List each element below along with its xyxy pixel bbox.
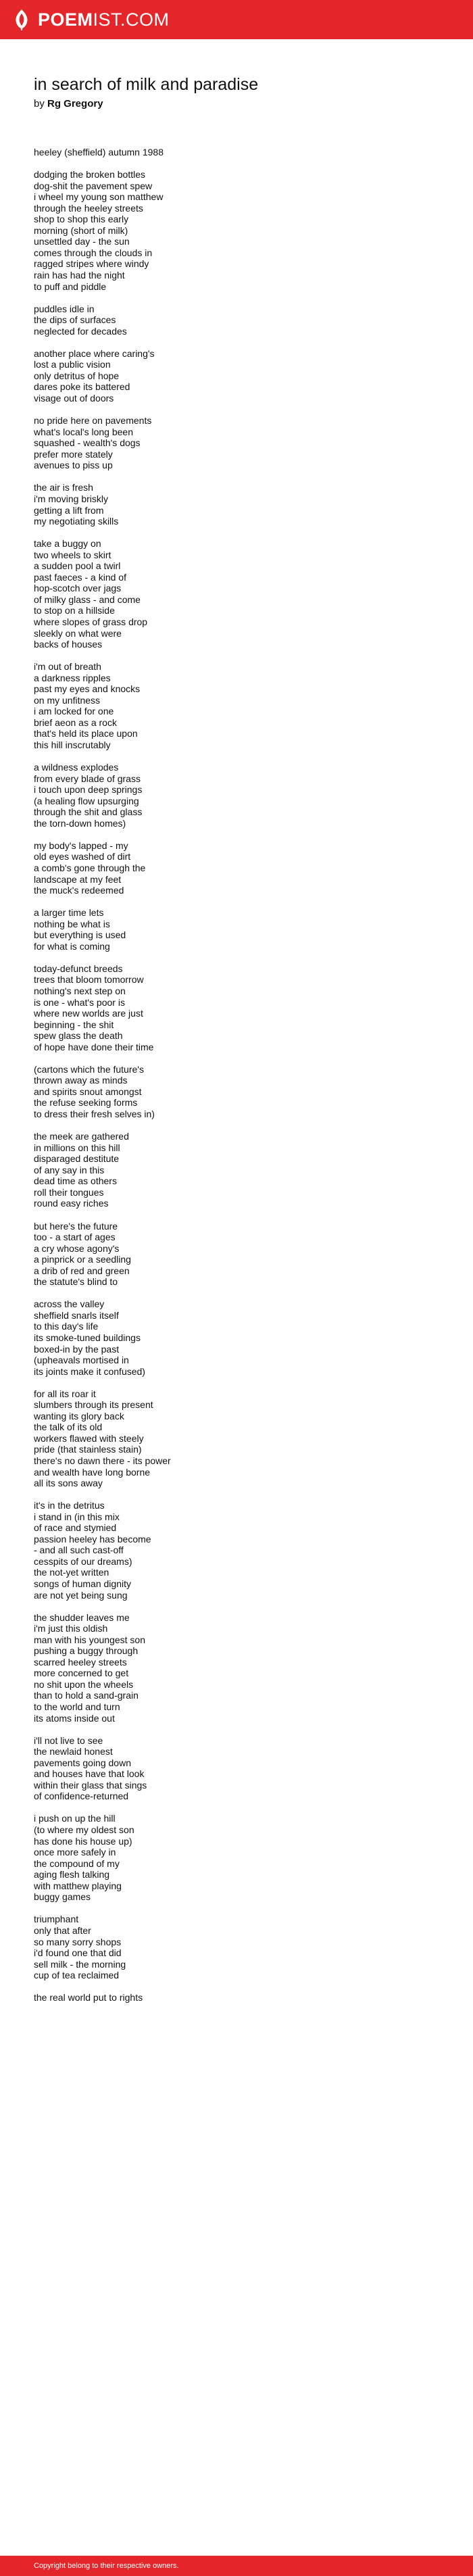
poem-line: but everything is used	[34, 929, 126, 941]
poem-line: for all its roar it	[34, 1388, 96, 1399]
poem-line: a darkness ripples	[34, 672, 111, 683]
poem-line: comes through the clouds in	[34, 247, 153, 258]
poem-line: the newlaid honest	[34, 1746, 113, 1757]
poem-line: that's held its place upon	[34, 728, 138, 739]
poem-line: no pride here on pavements	[34, 415, 152, 427]
poem-line: the meek are gathered	[34, 1131, 129, 1142]
poem-line: the air is fresh	[34, 482, 93, 493]
poem-line: to puff and piddle	[34, 281, 107, 292]
poem-line: its atoms inside out	[34, 1712, 115, 1724]
poem-line: it's in the detritus	[34, 1500, 105, 1511]
poem-line: my negotiating skills	[34, 516, 119, 527]
poem-line: man with his youngest son	[34, 1634, 145, 1645]
poem-stanza	[34, 415, 439, 471]
poem-line: wanting its glory back	[34, 1410, 124, 1421]
poem-line: but here's the future	[34, 1220, 118, 1232]
poem-stanza	[34, 963, 439, 1052]
poem-stanza	[34, 907, 439, 952]
poem-line: getting a lift from	[34, 504, 104, 516]
poem-line: the talk of its old	[34, 1421, 103, 1433]
poem-line: of any say in this	[34, 1164, 105, 1175]
poem-stanza	[34, 840, 439, 896]
poem-line: a comb's gone through the	[34, 862, 146, 873]
poem-line: no shit upon the wheels	[34, 1678, 134, 1690]
logo-text-light: IST.COM	[93, 9, 170, 30]
poem-line: - and all such cast-off	[34, 1545, 124, 1556]
logo-text-bold: POEM	[38, 9, 93, 30]
poem-line: nothing's next step on	[34, 986, 126, 997]
poem-line: prefer more stately	[34, 448, 113, 460]
poem-line: dead time as others	[34, 1175, 117, 1187]
poem-line: this hill inscrutably	[34, 739, 111, 750]
poem-line: i am locked for one	[34, 706, 114, 717]
poem-line: a wildness explodes	[34, 762, 119, 773]
poem-line: pushing a buggy through	[34, 1645, 139, 1657]
poem-stanza	[34, 482, 439, 527]
poem-line: the shudder leaves me	[34, 1611, 130, 1623]
poem-stanza	[34, 1221, 439, 1288]
poem-line: dog-shit the pavement spew	[34, 180, 153, 191]
poem-line: i'd found one that did	[34, 1947, 122, 1959]
poem-line: to stop on a hillside	[34, 605, 115, 616]
poem-stanza	[34, 1500, 439, 1601]
poem-line: the dips of surfaces	[34, 314, 116, 326]
poem-line: and wealth have long borne	[34, 1466, 151, 1478]
poem-line: slumbers through its present	[34, 1399, 153, 1411]
poem-line: pride (that stainless stain)	[34, 1444, 142, 1455]
poem-line: there's no dawn there - its power	[34, 1455, 171, 1466]
poem-line: the torn-down homes)	[34, 817, 126, 829]
poem-line: with matthew playing	[34, 1880, 122, 1891]
poem-stanza	[34, 661, 439, 750]
poem-stanza	[34, 1992, 439, 2003]
poem-line: more concerned to get	[34, 1668, 129, 1679]
poem-stanza	[34, 1064, 439, 1120]
poem-line: the statute's blind to	[34, 1276, 118, 1288]
poem-line: songs of human dignity	[34, 1578, 131, 1589]
poem-line: of race and stymied	[34, 1522, 117, 1534]
poem-line: aging flesh talking	[34, 1869, 110, 1880]
poem-line: cesspits of our dreams)	[34, 1555, 132, 1567]
poem-line: workers flawed with steely	[34, 1432, 144, 1444]
poem-line: (a healing flow upsurging	[34, 795, 139, 806]
poem-line: sheffield snarls itself	[34, 1309, 119, 1321]
poem-line: landscape at my feet	[34, 873, 122, 885]
poem-byline	[34, 97, 439, 111]
poem-stanza	[34, 1388, 439, 1489]
poem-line: disparaged destitute	[34, 1153, 120, 1165]
poem-line: shop to shop this early	[34, 214, 129, 225]
poem-line: i wheel my young son matthew	[34, 191, 164, 203]
poem-line: of milky glass - and come	[34, 593, 141, 605]
poem-line: visage out of doors	[34, 393, 114, 404]
poem-line: nothing be what is	[34, 918, 110, 929]
poem-line: only that after	[34, 1924, 91, 1936]
poem-line: for what is coming	[34, 940, 110, 952]
poem-line: has done his house up)	[34, 1835, 132, 1847]
poem-line: i'm moving briskly	[34, 493, 109, 504]
poem-line: dodging the broken bottles	[34, 169, 146, 180]
poem-line: brief aeon as a rock	[34, 716, 117, 728]
poem-line: neglected for decades	[34, 325, 127, 337]
poem-stanza	[34, 1131, 439, 1209]
poem-line: unsettled day - the sun	[34, 236, 130, 247]
poem-line: (to where my oldest son	[34, 1824, 134, 1836]
poem-stanza	[34, 1298, 439, 1377]
poem-line: of confidence-returned	[34, 1791, 129, 1802]
poem-line: ragged stripes where windy	[34, 258, 149, 270]
poem-line: past my eyes and knocks	[34, 683, 141, 695]
poem-line: spew glass the death	[34, 1030, 123, 1042]
poem-line: through the heeley streets	[34, 202, 143, 214]
poem-line: a pinprick or a seedling	[34, 1254, 131, 1265]
poem-line: trees that bloom tomorrow	[34, 974, 144, 986]
poem-line: from every blade of grass	[34, 773, 141, 784]
poem-stanza	[34, 1813, 439, 1902]
poem-line: (cartons which the future's	[34, 1063, 144, 1075]
poem-stanza	[34, 1735, 439, 1802]
poem-line: the not-yet written	[34, 1567, 109, 1578]
poem-line: passion heeley has become	[34, 1533, 151, 1545]
author-link[interactable]: Rg Gregory	[47, 98, 103, 110]
poem-line: across the valley	[34, 1298, 105, 1310]
poem-stanza	[34, 303, 439, 337]
copyright-text: Copyright belong to their respective owners.	[34, 2562, 179, 2570]
poem-line: boxed-in by the past	[34, 1343, 120, 1355]
poem-line: to the world and turn	[34, 1701, 120, 1713]
poem-line: backs of houses	[34, 639, 103, 650]
poem-line: i touch upon deep springs	[34, 784, 143, 796]
poem-line: and spirits snout amongst	[34, 1086, 142, 1097]
poem-stanza	[34, 1914, 439, 1980]
poem-line: i'm just this oldish	[34, 1623, 108, 1634]
poem-line: sleekly on what were	[34, 627, 122, 639]
poem-line: heeley (sheffield) autumn 1988	[34, 147, 164, 157]
poem-line: is one - what's poor is	[34, 996, 125, 1008]
poem-line: on my unfitness	[34, 694, 101, 706]
poem-line: squashed - wealth's dogs	[34, 437, 141, 449]
poem-line: pavements going down	[34, 1757, 131, 1768]
poem-line: only detritus of hope	[34, 370, 120, 381]
poem-line: are not yet being sung	[34, 1589, 128, 1601]
poem-line: today-defunct breeds	[34, 963, 123, 974]
by-label: by	[34, 98, 45, 110]
poem-line: a drib of red and green	[34, 1265, 130, 1276]
top-bar	[0, 0, 473, 39]
poem-line: (upheavals mortised in	[34, 1355, 129, 1366]
poem-line: past faeces - a kind of	[34, 571, 126, 583]
poem-line: cup of tea reclaimed	[34, 1970, 120, 1981]
poem-line: triumphant	[34, 1914, 79, 1925]
poem-stanza	[34, 538, 439, 650]
poem-line: to this day's life	[34, 1321, 99, 1332]
poem-line: avenues to piss up	[34, 460, 113, 471]
poem-line: where slopes of grass drop	[34, 616, 148, 627]
poem-line: what's local's long been	[34, 426, 133, 437]
poem-line: beginning - the shit	[34, 1019, 114, 1030]
poem-line: through the shit and glass	[34, 806, 143, 818]
poem-line: a larger time lets	[34, 907, 104, 919]
poem-body	[34, 147, 439, 2003]
poem-line: and houses have that look	[34, 1768, 145, 1780]
poem-line: a sudden pool a twirl	[34, 560, 121, 572]
poem-line: all its sons away	[34, 1478, 103, 1489]
poem-line: sell milk - the morning	[34, 1958, 126, 1970]
poem-stanza	[34, 1612, 439, 1724]
poem-line: thrown away as minds	[34, 1075, 128, 1086]
poem-line: once more safely in	[34, 1847, 116, 1858]
poem-line: roll their tongues	[34, 1186, 104, 1198]
poem-line: two wheels to skirt	[34, 549, 111, 560]
poem-line: so many sorry shops	[34, 1936, 122, 1947]
poem-title: in search of milk and paradise	[34, 75, 259, 94]
poem-line: its joints make it confused)	[34, 1365, 145, 1377]
poem-line: lost a public vision	[34, 359, 111, 370]
poem-line: round easy riches	[34, 1198, 109, 1209]
poem-line: i push on up the hill	[34, 1813, 116, 1824]
poem-line: a cry whose agony's	[34, 1242, 120, 1254]
poem-stanza	[34, 169, 439, 292]
site-logo-link[interactable]	[12, 0, 170, 39]
poem-line: buggy games	[34, 1891, 91, 1903]
poem-line: in millions on this hill	[34, 1142, 120, 1153]
poem-line: puddles idle in	[34, 303, 95, 314]
poem-line: i stand in (in this mix	[34, 1511, 120, 1522]
poem-line: rain has had the night	[34, 270, 125, 281]
poem-line: the compound of my	[34, 1857, 120, 1869]
poem-line: hop-scotch over jags	[34, 583, 122, 594]
poem-line: its smoke-tuned buildings	[34, 1332, 141, 1343]
poem-line: of hope have done their time	[34, 1041, 154, 1052]
poem-line: where new worlds are just	[34, 1008, 143, 1019]
poemist-logo-icon	[12, 8, 31, 31]
poem-line: morning (short of milk)	[34, 224, 128, 236]
poem-line: take a buggy on	[34, 538, 101, 550]
poem-content	[34, 73, 439, 2014]
poem-line: within their glass that sings	[34, 1779, 147, 1791]
poem-line: the muck's redeemed	[34, 885, 124, 896]
site-logo-text	[38, 11, 170, 29]
poem-line: i'm out of breath	[34, 661, 101, 673]
poem-line: the refuse seeking forms	[34, 1097, 138, 1109]
footer-bar	[0, 2556, 473, 2576]
poem-line: the real world put to rights	[34, 1992, 143, 2003]
poem-line: too - a start of ages	[34, 1232, 116, 1243]
poem-line: to dress their fresh selves in)	[34, 1109, 155, 1120]
poem-stanza	[34, 147, 439, 158]
poem-line: my body's lapped - my	[34, 840, 128, 851]
poem-stanza	[34, 348, 439, 404]
poem-line: than to hold a sand-grain	[34, 1690, 139, 1701]
poem-line: scarred heeley streets	[34, 1656, 127, 1668]
poem-line: another place where caring's	[34, 347, 155, 359]
poem-line: old eyes washed of dirt	[34, 851, 131, 862]
poem-line: i'll not live to see	[34, 1734, 103, 1746]
poem-stanza	[34, 762, 439, 829]
poem-line: dares poke its battered	[34, 381, 130, 393]
